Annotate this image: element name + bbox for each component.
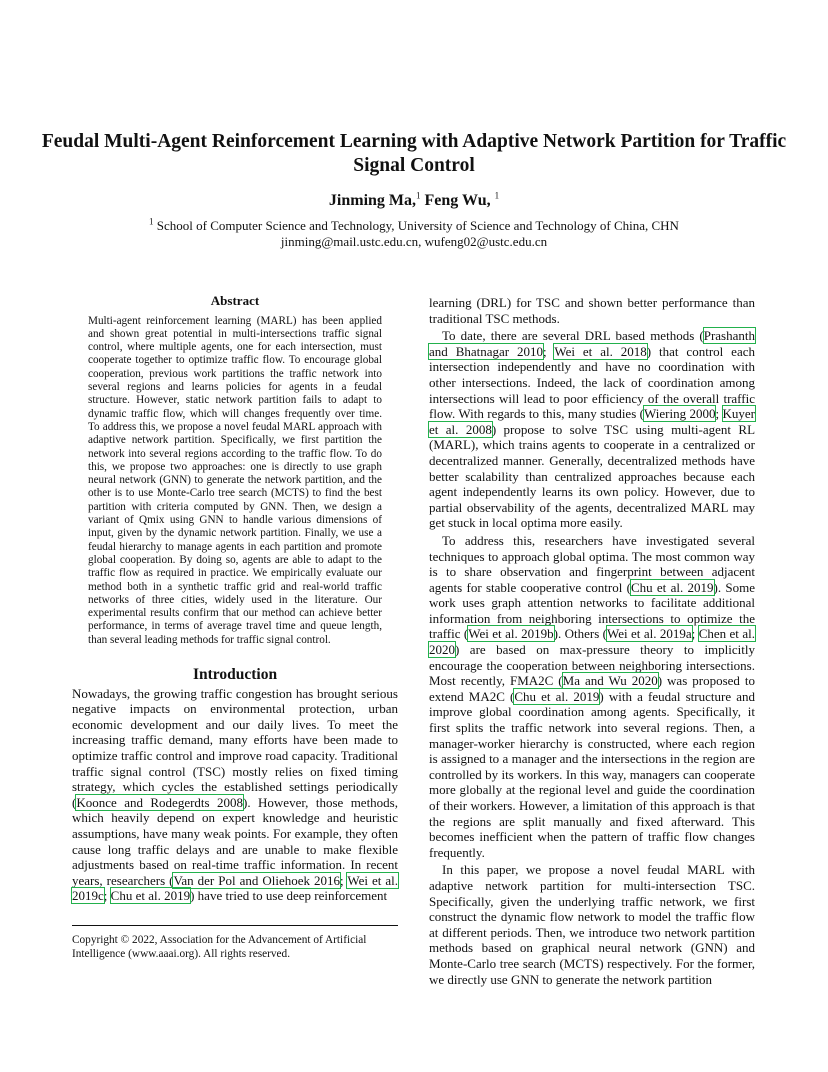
author-emails: jinming@mail.ustc.edu.cn, wufeng02@ustc.edu.cn: [280, 234, 548, 249]
copyright-notice: Copyright © 2022, Association for the Advancement of Artificial Intelligence (www.aaai.org). All rights reserved.: [72, 925, 398, 961]
affiliation-mark: 1: [494, 190, 500, 201]
affiliation-mark: 1: [416, 190, 421, 201]
author-name: Feng Wu,: [424, 192, 491, 209]
abstract-heading: Abstract: [210, 293, 260, 308]
body-paragraph: learning (DRL) for TSC and shown better performance than traditional TSC methods.: [429, 295, 755, 326]
citation-link[interactable]: Kuyer et al. 2008: [429, 406, 755, 437]
affiliation-text: School of Computer Science and Technology, University of Science and Technology of China, CHN: [156, 218, 679, 233]
citation-link[interactable]: Ma and Wu 2020: [562, 673, 658, 689]
intro-paragraph: Nowadays, the growing traffic congestion has brought serious negative impacts on environmental protection, urban economic development and our daily lives. To meet the increasing traffic demand, many efforts have been made to optimize traffic control and improve road capacity. Traditional traffic signal control (TSC) mostly relies on fixed timing strategy, which cycles the established settings periodically (Koonce and Rodegerdts 2008). However, those methods, which heavily depend on expert knowledge and heuristic assumptions, have many weak points. For example, they often cause long traffic delays and are unable to make flexible adjustments based on real-time traffic information. In recent years, researchers (Van der Pol and Oliehoek 2016; Wei et al. 2019c; Chu et al. 2019) have tried to use deep reinforcement: [72, 685, 398, 904]
abstract-text: Multi-agent reinforcement learning (MARL) has been applied and shown great potential in multi-intersections traffic signal control, where multiple agents, one for each intersection, must cooperate together to optimize traffic flow. To encourage global cooperation, previous work partitions the traffic network into several regions and learns policies for agents in a feudal structure. However, static network partition fails to adapt to dynamic traffic flow, which will changes frequently over time. To address this, we propose a novel feudal MARL approach with adaptive network partition. Specifically, we first partition the network into several regions according to the traffic flow. To do this, we propose two approaches: one is directly to use graph neural network (GNN) to generate the network partition, and the other is to use Monte-Carlo tree search (MCTS) to find the best partition with criteria computed by GNN. Then, we design a variant of Qmix using GNN to handle various dimensions of input, given by the dynamic network partition. Finally, we use a feudal hierarchy to manage agents in each partition and promote global cooperation. By doing so, agents are able to adapt to the traffic flow as required in practice. We empirically evaluate our method both in a synthetic traffic grid and real-world traffic networks of three cities, widely used in the literature. Our experimental results confirm that our method can achieve better performance, in terms of average travel time and queue length, than several leading methods for traffic signal control.: [88, 314, 382, 646]
left-column: [72, 293, 398, 904]
section-heading-introduction: Introduction: [192, 666, 278, 684]
citation-link[interactable]: Chen et al. 2020: [429, 626, 755, 658]
citation-link[interactable]: Koonce and Rodegerdts 2008: [76, 794, 244, 810]
author-name: Jinming Ma,: [328, 192, 417, 209]
body-paragraph: To date, there are several DRL based methods (Prashanth and Bhatnagar 2010; Wei et al. 2018) that control each intersection independently and have no coordination with other intersections. Indeed, the lack of coordination among intersections will lead to poor efficiency of the overall traffic flow. With regards to this, many studies (Wiering 2000; Kuyer et al. 2008) propose to solve TSC using multi-agent RL (MARL), which trains agents to cooperate in a centralized or decentralized manner. Generally, decentralized methods have better scalability than centralized approaches because each agent independently learns its own policy. However, due to partial observability of the agents, decentralized MARL may get stuck in local optima more easily.: [429, 328, 756, 531]
citation-link[interactable]: Chu et al. 2019: [110, 888, 191, 904]
citation-link[interactable]: Wei et al. 2018: [554, 343, 647, 359]
paper-title: Feudal Multi-Agent Reinforcement Learning with Adaptive Network Partition for Traffic Signal Control: [41, 131, 787, 176]
body-paragraph: In this paper, we propose a novel feudal MARL with adaptive network partition for multi-intersection TSC. Specifically, given the underlying traffic network, we first construct the dynamic flow network to model the traffic flow at different periods. Then, we introduce two network partition methods based on graphical neural network (GNN) and Monte-Carlo tree search (MCTS) respectively. For the former, we directly use GNN to generate the network partition: [429, 862, 755, 987]
citation-link[interactable]: Wei et al. 2019b: [468, 626, 554, 642]
body-paragraph: To address this, researchers have investigated several techniques to approach global optima. The most common way is to share observation and fingerprint between adjacent agents for stable cooperative control (Chu et al. 2019). Some work uses graph attention networks to facilitate additional information from neighboring intersections to optimize the traffic (Wei et al. 2019b). Others (Wei et al. 2019a; Chen et al. 2020) are based on max-pressure theory to implicitly encourage the cooperation between neighboring intersections. Most recently, FMA2C (Ma and Wu 2020) was proposed to extend MA2C (Chu et al. 2019) with a feudal structure and improve global coordination among agents. Specifically, it first splits the traffic network into several regions. Then, a manager-worker hierarchy is constructed, where each region is assigned to a manager and the intersections in the region are controlled by its workers. In this way, managers can cooperate more globally at the regional level and guide the coordination of their workers. However, a limitation of this approach is that the regions are split manually and fixed afterward. This becomes inefficient when the pattern of traffic flow changes frequently.: [429, 532, 755, 860]
citation-link[interactable]: Wei et al. 2019c: [72, 872, 398, 904]
right-column: [429, 295, 755, 987]
citation-link[interactable]: Chu et al. 2019: [630, 579, 714, 595]
citation-link[interactable]: Chu et al. 2019: [514, 688, 600, 704]
citation-link[interactable]: Van der Pol and Oliehoek 2016: [173, 872, 340, 888]
citation-link[interactable]: Prashanth and Bhatnagar 2010: [429, 328, 755, 359]
affiliation-mark: 1: [149, 216, 154, 227]
affiliation-block: [40, 218, 788, 250]
citation-link[interactable]: Wei et al. 2019a: [607, 626, 692, 642]
author-line: [40, 192, 788, 210]
citation-link[interactable]: Wiering 2000: [644, 406, 716, 422]
